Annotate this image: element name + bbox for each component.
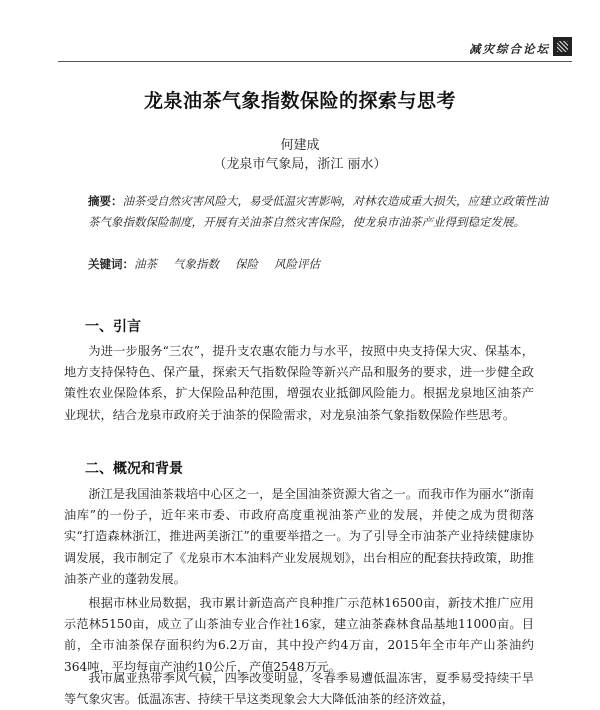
section-marker-icon: [553, 37, 572, 56]
paragraph: 浙江是我国油茶栽培中心区之一，是全国油茶资源大省之一。而我市作为丽水“浙南油库”的一份子，近年来市委、市政府高度重视油茶产业的发展，并使之成为贯彻落实“打造森林浙江，推进两美浙江”的重要举措之一。为了引导全市油茶产业持续健康协调发展，我市制定了《龙泉市木本油料产业发展规划》，出台相应的配套扶持政策，助推油茶产业的蓬勃发展。: [64, 487, 534, 586]
section-heading-background: 二、概况和背景: [85, 461, 183, 477]
keywords: [88, 256, 548, 272]
abstract: [88, 191, 548, 233]
running-header-title: 减灾综合论坛: [469, 42, 550, 56]
paragraph: 为进一步服务“三农”，提升支农惠农能力与水平，按照中央支持保大灾、保基本，地方支持保特色、保产量，探索天气指数保险等新兴产品和服务的要求，进一步健全政策性农业保险体系，扩大保险品种范围，增强农业抵御风险能力。根据龙泉地区油茶产业现状，结合龙泉市政府关于油茶的保险需求，对龙泉油茶气象指数保险作些思考。: [64, 344, 534, 422]
abstract-label: 摘要：: [88, 194, 123, 208]
keyword: 油茶: [134, 257, 157, 271]
keyword: 保险: [235, 257, 258, 271]
article-affiliation: （龙泉市气象局，浙江 丽水）: [213, 157, 387, 172]
abstract-text: 油茶受自然灾害风险大，易受低温灾害影响，对林农造成重大损失，应建立政策性油茶气象指数保险制度，开展有关油茶自然灾害保险，使龙泉市油茶产业得到稳定发展。: [88, 194, 548, 229]
keyword: 气象指数: [173, 257, 219, 271]
keywords-label: 关键词：: [88, 257, 134, 271]
paragraph: 根据市林业局数据，我市累计新造高产良种推广示范林16500亩，新技术推广应用示范林5150亩，成立了山茶油专业合作社16家，建立油茶森林食品基地11000亩。目前，全市油茶保存面积约为6.2万亩，其中投产约4万亩，2015年全市年产山茶油约364吨，平均每亩产油约10公斤，产值2548万元。: [64, 596, 534, 674]
header-rule: [58, 61, 572, 62]
article-author: 何建成: [280, 138, 320, 153]
running-header: [0, 36, 600, 58]
paragraph: 我市属亚热带季风气候，四季改变明显，冬春季易遭低温冻害，夏季易受持续干旱等气象灾害。低温冻害、持续干旱这类现象会大大降低油茶的经济效益，: [64, 671, 534, 707]
article-title: 龙泉油茶气象指数保险的探索与思考: [143, 90, 456, 112]
keyword: 风险评估: [274, 257, 320, 271]
section-heading-introduction: 一、引言: [85, 319, 141, 335]
